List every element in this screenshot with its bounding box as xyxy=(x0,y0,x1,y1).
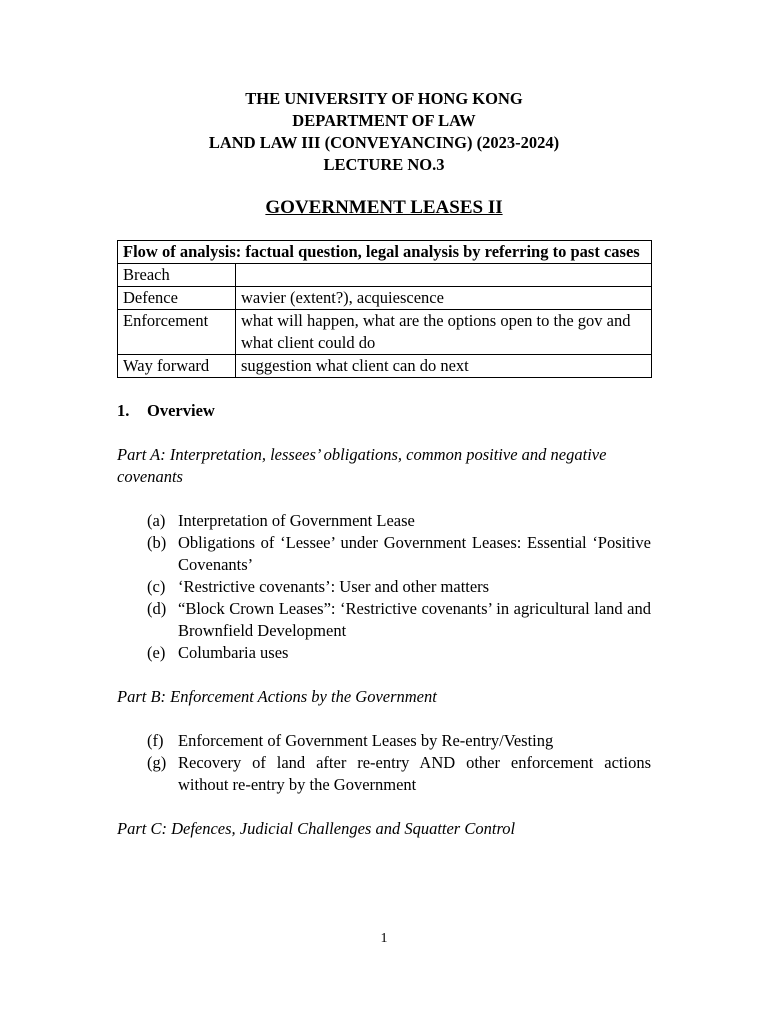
part-a-list xyxy=(117,510,651,664)
table-heading: Flow of analysis: factual question, legal analysis by referring to past cases xyxy=(118,241,652,264)
item-mark: (a) xyxy=(147,511,166,530)
document-header xyxy=(117,88,651,176)
part-b-list xyxy=(117,730,651,796)
table-row xyxy=(118,310,652,355)
list-item xyxy=(147,510,651,532)
table-row xyxy=(118,355,652,378)
row-label: Breach xyxy=(118,264,236,287)
item-text: Recovery of land after re-entry AND other enforcement actions without re-entry by the Government xyxy=(178,753,651,794)
row-label: Defence xyxy=(118,287,236,310)
university-name: THE UNIVERSITY OF HONG KONG xyxy=(245,89,523,108)
item-mark: (b) xyxy=(147,533,167,552)
section-title: Overview xyxy=(147,401,215,420)
item-text: Enforcement of Government Leases by Re-entry/Vesting xyxy=(178,731,554,750)
list-item xyxy=(147,576,651,598)
part-b-title: Part B: Enforcement Actions by the Government xyxy=(117,687,437,706)
item-text: “Block Crown Leases”: ‘Restrictive covenants’ in agricultural land and Brownfield Development xyxy=(178,599,651,640)
item-mark: (c) xyxy=(147,577,166,596)
department-name: DEPARTMENT OF LAW xyxy=(292,111,476,130)
document-page xyxy=(117,88,651,840)
list-item xyxy=(147,730,651,752)
part-a-title: Part A: Interpretation, lessees’ obligations, common positive and negative covenants xyxy=(117,445,607,486)
table-row xyxy=(118,264,652,287)
item-mark: (d) xyxy=(147,599,167,618)
course-name: LAND LAW III (CONVEYANCING) (2023-2024) xyxy=(208,133,560,152)
item-text: Obligations of ‘Lessee’ under Government Leases: Essential ‘Positive Covenants’ xyxy=(178,533,651,574)
page-number: 1 xyxy=(380,931,388,946)
table-header-row xyxy=(118,241,652,264)
list-item xyxy=(147,752,651,796)
row-value: wavier (extent?), acquiescence xyxy=(236,287,652,310)
list-item xyxy=(147,642,651,664)
section-heading-overview xyxy=(117,400,651,422)
item-text: Interpretation of Government Lease xyxy=(178,511,415,530)
part-c-title: Part C: Defences, Judicial Challenges and Squatter Control xyxy=(117,819,516,838)
row-label: Enforcement xyxy=(118,310,236,355)
item-mark: (f) xyxy=(147,731,164,750)
item-mark: (g) xyxy=(147,753,167,772)
flow-of-analysis-table xyxy=(117,240,652,378)
row-value: suggestion what client can do next xyxy=(236,355,652,378)
row-value: what will happen, what are the options open to the gov and what client could do xyxy=(236,310,652,355)
list-item xyxy=(147,598,651,642)
item-text: Columbaria uses xyxy=(178,643,289,662)
list-item xyxy=(147,532,651,576)
lecture-number: LECTURE NO.3 xyxy=(323,155,445,174)
row-value xyxy=(236,264,652,287)
document-title: GOVERNMENT LEASES II xyxy=(265,197,503,218)
section-number: 1. xyxy=(117,401,130,420)
table-row xyxy=(118,287,652,310)
row-label: Way forward xyxy=(118,355,236,378)
item-mark: (e) xyxy=(147,643,166,662)
item-text: ‘Restrictive covenants’: User and other matters xyxy=(178,577,490,596)
